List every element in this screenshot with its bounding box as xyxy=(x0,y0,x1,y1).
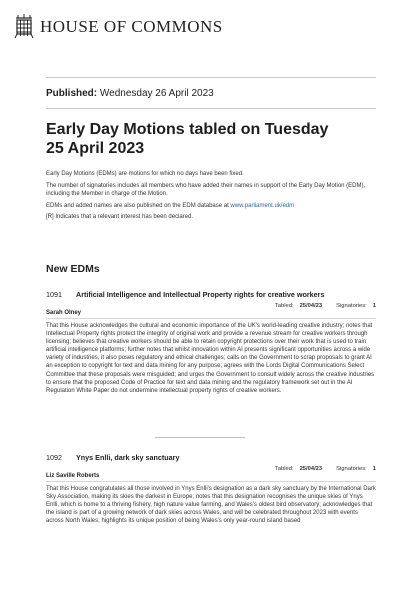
published-line xyxy=(46,88,214,99)
motion-title: Artificial Intelligence and Intellectual Property rights for creative workers xyxy=(76,290,325,299)
intro-paragraph-definition: Early Day Motions (EDMs) are motions for which no days have been fixed. xyxy=(46,171,244,177)
signatories-count: 1 xyxy=(372,303,376,309)
motion-sponsor: Liz Saville Roberts xyxy=(46,473,100,479)
house-of-commons-wordmark: HOUSE OF COMMONS xyxy=(40,17,223,36)
motion-rule xyxy=(46,481,376,482)
tabled-label: Tabled: xyxy=(274,303,294,309)
intro-notes xyxy=(46,170,376,225)
intro-paragraph-database xyxy=(46,202,376,211)
published-label: Published: xyxy=(46,88,98,99)
motion-title: Ynys Enlli, dark sky sanctuary xyxy=(76,453,180,462)
intro-paragraph-signatories: The number of signatories includes all members who have added their names in support of the Early Day Motion (EDM), including the Member in charge of the Motion. xyxy=(46,182,366,197)
motion-text: That this House congratulates all those involved in Ynys Enlli's designation as a dark sky sanctuary by the International Dark Sky Association, making its skies the darkest in Europe; notes that this designation recognises the unique skies of Ynys Enlli, which is home to a thriving fishery, high nature value farming, and Wales's oldest bird observatory; acknowledges that the island is part of a growing network of dark skies across Wales, and will be celebrated throughout 2023 with events across North Wales; highlights its unique position of being Wales's only year-round island based xyxy=(46,486,376,525)
motion-meta xyxy=(46,303,376,309)
motion-number: 1091 xyxy=(46,290,62,299)
page-title: Early Day Motions tabled on Tuesday 25 April 2023 xyxy=(46,121,329,157)
signatories-count: 1 xyxy=(372,466,376,472)
edm-1092 xyxy=(46,453,376,525)
database-text: EDMs and added names are also published on the EDM database at xyxy=(46,202,231,209)
motion-separator xyxy=(155,437,245,438)
motion-heading xyxy=(46,453,376,462)
signatories-label: Signatories: xyxy=(336,303,367,309)
edm-1091 xyxy=(46,290,376,395)
motion-meta xyxy=(46,466,376,472)
published-divider xyxy=(46,108,376,109)
intro-paragraph-interest-key: [R] Indicates that a relevant interest has been declared. xyxy=(46,214,194,220)
section-heading-new-edms: New EDMs xyxy=(46,263,100,275)
motion-text: That this House acknowledges the cultural and economic importance of the UK's world-leading creative industry; notes that Intellectual Property rights protect the integrity of original work and provide a revenue stream for creative workers through licensing; believes that creative workers should be able to retain copyright protections over their work that is used to train artificial intelligence platforms; further notes that whilst innovation within AI presents significant opportunities across a wide variety of industries, it also poses regulatory and ethical challenges; calls on the Government to scrap proposals to grant AI an exception to copyright for text and data mining for any purpose; agrees with the Lords Digital Communications Select Committee that these proposals were misguided; and urges the Government to consult widely across the creative industries to ensure that the proposed Code of Practice for text and data mining and the regulatory framework set out in the AI Regulation White Paper do not undermine intellectual property rights of creative workers. xyxy=(46,323,375,394)
motion-rule xyxy=(46,318,376,319)
published-date: Wednesday 26 April 2023 xyxy=(99,88,214,99)
tabled-label: Tabled: xyxy=(274,466,294,472)
site-header xyxy=(14,14,223,40)
edm-database-link[interactable]: www.parliament.uk/edm xyxy=(230,202,295,209)
signatories-label: Signatories: xyxy=(336,466,367,472)
header-divider xyxy=(46,77,376,78)
motion-sponsor: Sarah Olney xyxy=(46,310,82,316)
portcullis-logo xyxy=(14,14,34,40)
tabled-date: 25/04/23 xyxy=(299,303,323,309)
motion-heading xyxy=(46,290,376,299)
tabled-date: 25/04/23 xyxy=(299,466,323,472)
motion-number: 1092 xyxy=(46,453,62,462)
